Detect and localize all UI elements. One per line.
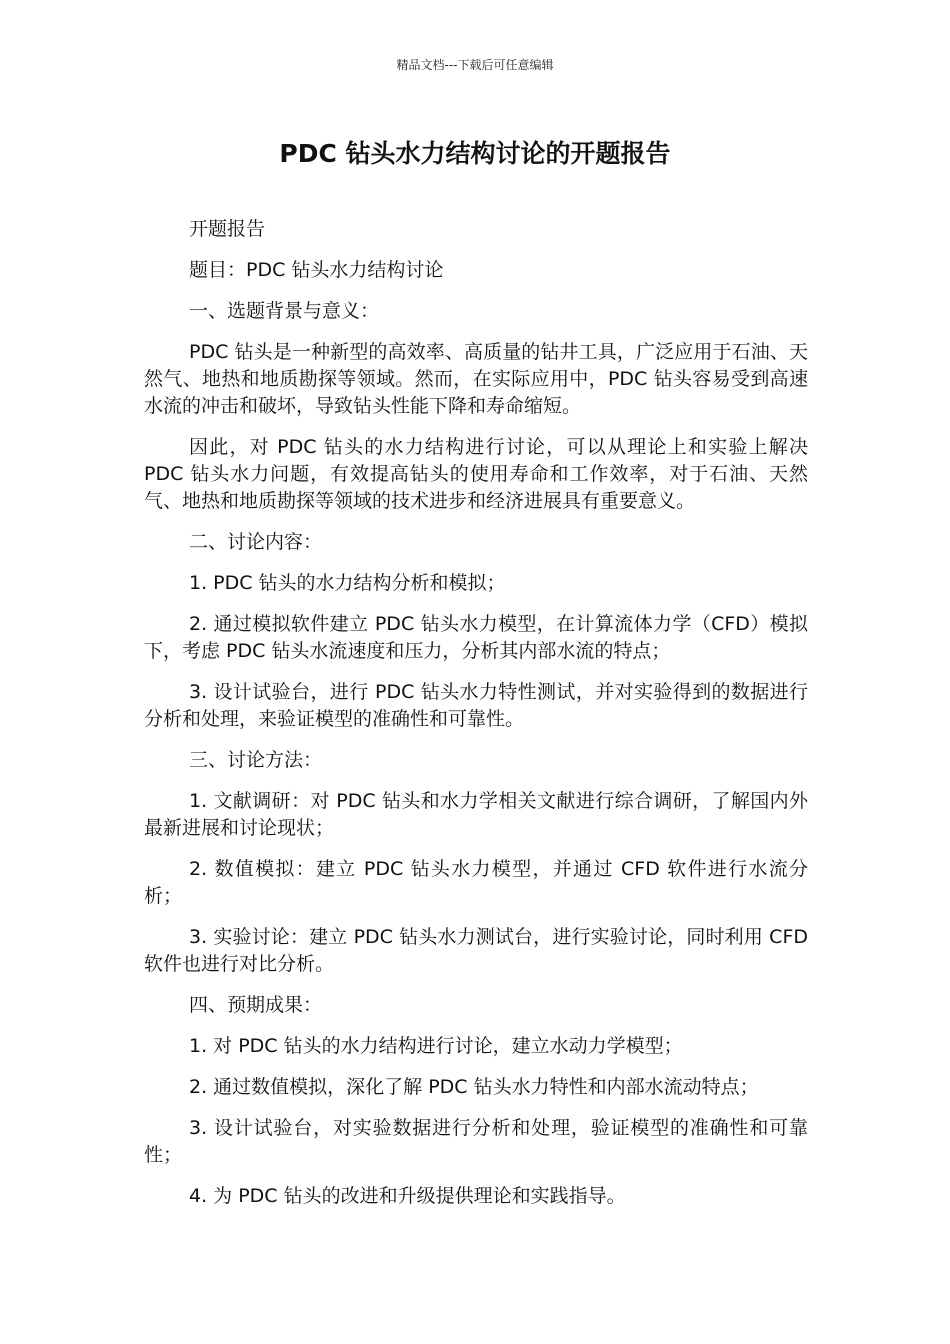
document-body [144,216,808,1224]
list-item-outcomes-1: 1. 对 PDC 钻头的水力结构进行讨论，建立水动力学模型； [189,1035,683,1057]
list-item-methods-2: 2. 数值模拟：建立 PDC 钻头水力模型，并通过 CFD 软件进行水流分析； [144,858,808,907]
list-item-content-2: 2. 通过模拟软件建立 PDC 钻头水力模型，在计算流体力学（CFD）模拟下，考虑 PDC 钻头水流速度和压力，分析其内部水流的特点； [144,613,808,662]
section-heading-background: 一、选题背景与意义： [189,300,380,322]
list-item-outcomes-2: 2. 通过数值模拟，深化了解 PDC 钻头水力特性和内部水流动特点； [189,1076,759,1098]
list-item-content-1: 1. PDC 钻头的水力结构分析和模拟； [189,572,506,594]
paragraph-background-2: 因此，对 PDC 钻头的水力结构进行讨论，可以从理论上和实验上解决 PDC 钻头水力问题，有效提高钻头的使用寿命和工作效率，对于石油、天然气、地热和地质勘探等领域的技术进步和经济进展具有重要意义。 [144,436,808,512]
section-heading-content: 二、讨论内容： [189,531,323,553]
document-title: PDC 钻头水力结构讨论的开题报告 [279,139,671,168]
list-item-outcomes-3: 3. 设计试验台，对实验数据进行分析和处理，验证模型的准确性和可靠性； [144,1117,808,1166]
paragraph-report-label: 开题报告 [189,218,266,240]
list-item-content-3: 3. 设计试验台，进行 PDC 钻头水力特性测试，并对实验得到的数据进行分析和处理，来验证模型的准确性和可靠性。 [144,681,808,730]
paragraph-background-1: PDC 钻头是一种新型的高效率、高质量的钻井工具，广泛应用于石油、天然气、地热和地质勘探等领域。然而，在实际应用中，PDC 钻头容易受到高速水流的冲击和破坏，导致钻头性能下降和寿命缩短。 [144,341,808,417]
paragraph-topic: 题目：PDC 钻头水力结构讨论 [189,259,444,281]
list-item-methods-3: 3. 实验讨论：建立 PDC 钻头水力测试台，进行实验讨论，同时利用 CFD 软件也进行对比分析。 [144,926,808,975]
section-heading-outcomes: 四、预期成果： [189,994,323,1016]
list-item-methods-1: 1. 文献调研：对 PDC 钻头和水力学相关文献进行综合调研，了解国内外最新进展和讨论现状； [144,790,808,839]
list-item-outcomes-4: 4. 为 PDC 钻头的改进和升级提供理论和实践指导。 [189,1185,626,1207]
section-heading-methods: 三、讨论方法： [189,749,323,771]
header-note: 精品文档---下载后可任意编辑 [396,58,554,72]
